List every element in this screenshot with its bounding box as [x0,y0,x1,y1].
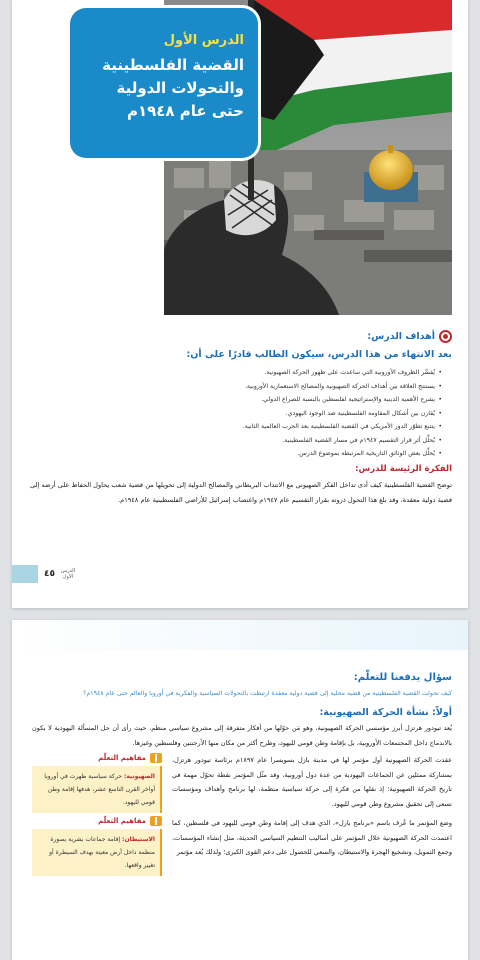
page-label-line: الأول [62,574,74,580]
lesson-title: القضية الفلسطينية والتحولات الدولية حتى عام ١٩٤٨م [102,56,244,120]
question-heading: سؤال يدفعنا للتعلّم: [353,672,452,683]
lesson-goals-section [30,330,452,509]
concept-heading: مفاهيم التعلّم [98,817,146,825]
textbook-page-45 [12,0,468,608]
concept-heading: مفاهيم التعلّم [98,754,146,762]
page-number-tab [12,565,102,583]
concept-term: الصهيونية: [123,773,155,780]
main-idea-heading: الفكرة الرئيسة للدرس: [355,463,452,474]
content-with-sidebar [32,816,452,876]
target-icon [439,330,452,343]
goals-header [30,330,452,343]
page-lesson-label [61,568,75,580]
lesson-label: الدرس الأول [163,33,244,48]
paragraph-basel-program: وضع المؤتمر ما عُرف باسم «برنامج بازل»، الذي هدف إلى إقامة وطن قومي لليهود في فلسطين، كما اعتمدت الحركة الصهيونية خلال المؤتمر على أساليب التنظيم السياسي الحديثة، مثل إنشاء المؤسسات، وجمع التمويل، وتشجيع الهجرة والاستيطان، والسعي للحصول على دعم القوى الكبرى؛ ولذلك يُعد مؤتمر [172,819,452,856]
goal-item: • يستنتج العلاقة بين أهداف الحركة الصهيونية والمصالح الاستعمارية الأوروبية. [30,380,442,394]
goal-item: • يُحلِّل بعض الوثائق التاريخية المرتبطة بموضوع الدرس. [30,447,442,461]
concept-text: حركة سياسية ظهرت في أوروبا أواخر القرن التاسع عشر، هدفها إقامة وطن قومي لليهود. [44,773,155,806]
paragraph-basel-congress: عقدت الحركة الصهيونية أول مؤتمر لها في مدينة بازل بسويسرا عام ١٨٩٧م برئاسة تيودور هرتزل، بمشاركة ممثلين عن الجماعات اليهودية من عدة دول أوروبية، وقد مثّل المؤتمر نقطة تحوّل مهمة في تاريخ الحركة الصهيونية؛ إذ نقلها من فكرة إلى حركة سياسية منظمة، لها برنامج وأهداف ومؤسسات تسعى إلى تحقيق مشروع وطن قومي لليهود. [172,756,453,808]
textbook-page-46 [12,620,468,960]
concept-definition [32,829,162,876]
main-idea-paragraph: توضح القضية الفلسطينية كيف أدى تداخل الفكر الصهيوني مع الانتداب البريطاني والمصالح الدولية إلى تحويلها من قضية شعب يحاول الحفاظ على أرضه إلى قضية دولية معقدة، وقد بلغ هذا التحول ذروته بقرار التقسيم عام ١٩٤٧م واغتصاب إسرائيل للأراضي الفلسطينية عام ١٩٤٨م. [30,480,452,504]
goal-item: • يُفسِّر الظروف الأوروبية التي ساعدت على ظهور الحركة الصهيونية. [30,366,442,380]
goals-heading: أهداف الدرس: [367,331,435,342]
concept-definition [32,766,162,813]
goal-item: • يشرح الأهمية الدينية والإستراتيجية لفلسطين بالنسبة للصراع الدولي. [30,393,442,407]
question-text: كيف تحولت القضية الفلسطينية من قضية محلية إلى قضية دولية معقدة ارتبطت بالتحولات السياسية والفكرية في أوروبا والعالم حتى عام ١٩٤٨م؟ [83,690,452,697]
lesson-title-card [70,8,258,158]
goals-subheading: بعد الانتهاء من هذا الدرس، سيكون الطالب قادرًا على أن: [186,349,452,360]
concept-box-zionism [32,753,162,813]
goal-item: • يُقارن بين أشكال المقاومة الفلسطينية ضد الوجود اليهودي. [30,407,442,421]
goal-item: • يتتبع تطوّر الدور الأمريكي في القضية الفلسطينية بعد الحرب العالمية الثانية. [30,420,442,434]
goals-list [30,366,452,461]
goal-item: • يُحلِّل أثر قرار التقسيم ١٩٤٧م في مسار القضية الفلسطينية. [30,434,442,448]
page-content [32,672,452,876]
paragraph-herzl: يُعد تيودور هرتزل أبرز مؤسسي الحركة الصهيونية، وهو مَن حوّلها من أفكار متفرقة إلى مشروع سياسي منظم، حيث رأى أن حل المسألة اليهودية لا يكون بالاندماج داخل المجتمعات الأوروبية، بل بإقامة وطن قومي لليهود، وطرح أكثر من مكان منها الأرجنتين وفلسطين وغيرها. [32,724,452,747]
page-label-line: الدرس [61,568,76,574]
concept-box-settlement [32,816,162,876]
concept-term: الاستيطان: [122,836,155,843]
concept-text: إقامة جماعات بشرية بصورة منظمة داخل أرض معينة بهدف السيطرة أو تغيير واقعها. [49,836,155,869]
section-heading: أولاً: نشأة الحركة الصهيونية: [319,707,452,718]
page-number-bar [12,565,38,583]
concept-header [32,753,162,763]
concept-header [32,816,162,826]
content-with-sidebar [32,753,452,813]
page-header-band [12,620,468,650]
book-icon [150,753,162,763]
page-number: ٤٥ [44,569,55,579]
book-icon [150,816,162,826]
